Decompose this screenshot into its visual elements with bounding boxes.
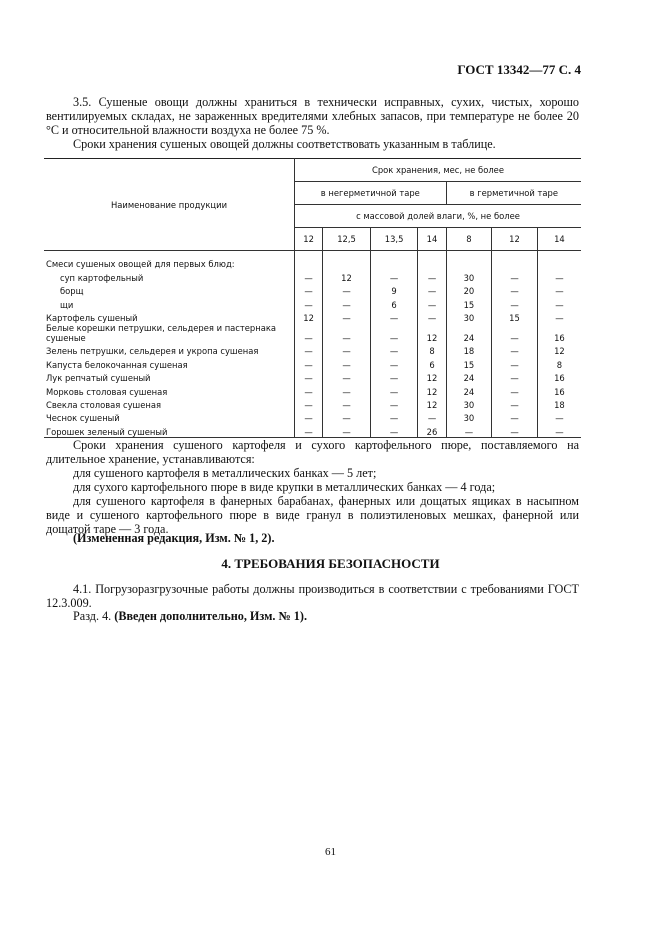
table-cell: — <box>295 397 323 410</box>
table-cell: — <box>370 323 418 343</box>
section-note-prefix: Разд. 4. <box>73 609 112 623</box>
table-cell: — <box>492 397 538 410</box>
table-row <box>44 251 581 270</box>
table-cell: 16 <box>537 370 581 383</box>
table-cell: — <box>323 310 371 323</box>
table-cell: — <box>370 310 418 323</box>
table-cell: — <box>446 423 492 437</box>
table-cell: — <box>370 423 418 437</box>
table-cell: — <box>537 269 581 282</box>
table-cell: — <box>492 423 538 437</box>
moisture-col-header: 8 <box>446 228 492 251</box>
table-cell: 18 <box>537 397 581 410</box>
table-cell: — <box>295 269 323 282</box>
table-cell: 9 <box>370 283 418 296</box>
table-cell <box>295 251 323 270</box>
table-row <box>44 423 581 437</box>
table-cell: 15 <box>446 296 492 309</box>
table-cell: 8 <box>537 356 581 369</box>
table-row <box>44 269 581 282</box>
section-title: 4. ТРЕБОВАНИЯ БЕЗОПАСНОСТИ <box>221 556 440 571</box>
table-row <box>44 397 581 410</box>
table-cell: — <box>418 283 446 296</box>
header-storage-period: Срок хранения, мес, не более <box>295 159 582 182</box>
table-cell: — <box>295 343 323 356</box>
product-name: Картофель сушеный <box>46 312 138 323</box>
list-item: для сушеного картофеля в металлических банках — 5 лет; <box>73 466 377 480</box>
table-cell: — <box>370 269 418 282</box>
table-cell: — <box>537 423 581 437</box>
paragraph-3-5: 3.5. Сушеные овощи должны храниться в технически исправных, сухих, чистых, хорошо вентилируемых складах, не зараженных вредителями хлебных запасов, при температуре не более 20 °С и относительной влажности воздуха не более 75 %. <box>46 95 579 137</box>
table-cell: — <box>323 423 371 437</box>
product-name: Горошек зеленый сушеный <box>44 423 295 437</box>
table-cell: 15 <box>492 310 538 323</box>
table-cell: — <box>295 410 323 423</box>
product-name: суп картофельный <box>60 272 144 283</box>
table-cell: 12 <box>295 310 323 323</box>
table-cell: 12 <box>418 323 446 343</box>
table-cell: 12 <box>323 269 371 282</box>
paragraph-4-1: 4.1. Погрузоразгрузочные работы должны производиться в соответствии с требованиями ГОСТ 12.3.009. <box>46 582 579 610</box>
table-cell: — <box>492 283 538 296</box>
moisture-col-header: 12,5 <box>323 228 371 251</box>
table-cell: — <box>492 383 538 396</box>
table-cell: — <box>370 343 418 356</box>
table-cell: — <box>492 323 538 343</box>
table-row <box>44 323 581 343</box>
paragraph-storage-terms: Сроки хранения сушеных овощей должны соответствовать указанным в таблице. <box>73 137 496 151</box>
table-cell: 30 <box>446 410 492 423</box>
table-cell: — <box>537 283 581 296</box>
table-cell: — <box>295 283 323 296</box>
table-cell: 12 <box>418 383 446 396</box>
table-cell: — <box>323 397 371 410</box>
moisture-col-header: 12 <box>492 228 538 251</box>
product-name: борщ <box>60 286 84 297</box>
table-row <box>44 283 581 296</box>
product-name: щи <box>60 299 74 310</box>
moisture-col-header: 14 <box>537 228 581 251</box>
table-cell: — <box>418 410 446 423</box>
table-cell: 6 <box>418 356 446 369</box>
header-non-hermetic: в негерметичной таре <box>295 182 447 205</box>
table-cell: 24 <box>446 383 492 396</box>
table-row <box>44 310 581 323</box>
amendment-note: (Измененная редакция, Изм. № 1, 2). <box>73 531 275 545</box>
table-cell: — <box>492 356 538 369</box>
table-cell: — <box>323 370 371 383</box>
table-cell: — <box>323 356 371 369</box>
product-name: Смеси сушеных овощей для первых блюд: <box>46 259 235 270</box>
table-cell: 30 <box>446 269 492 282</box>
table-cell: — <box>370 397 418 410</box>
table-cell: 16 <box>537 323 581 343</box>
table-cell: 20 <box>446 283 492 296</box>
table-cell: — <box>370 383 418 396</box>
table-row <box>44 383 581 396</box>
table-cell: — <box>323 323 371 343</box>
table-cell: 15 <box>446 356 492 369</box>
table-cell: — <box>492 296 538 309</box>
section-note-bold: (Введен дополнительно, Изм. № 1). <box>114 609 308 623</box>
header-hermetic: в герметичной таре <box>446 182 581 205</box>
table-cell: — <box>323 343 371 356</box>
table-cell: — <box>418 269 446 282</box>
table-cell: 24 <box>446 323 492 343</box>
storage-table <box>44 158 581 438</box>
product-name: Капуста белокочанная сушеная <box>46 359 188 370</box>
table-cell: — <box>295 383 323 396</box>
table-cell <box>537 251 581 270</box>
header-moisture: с массовой долей влаги, %, не более <box>295 205 582 228</box>
table-cell: 12 <box>418 397 446 410</box>
table-cell: — <box>370 356 418 369</box>
table-cell: — <box>418 296 446 309</box>
moisture-col-header: 12 <box>295 228 323 251</box>
list-item: для сушеного картофеля в фанерных барабанах, фанерных или дощатых ящиках в насыпном виде и сушеного картофельного пюре в виде гранул в полиэтиленовых мешках, фанерной или дощатой таре — 3 года. <box>46 494 579 536</box>
table-row <box>44 356 581 369</box>
table-cell: — <box>537 296 581 309</box>
table-row <box>44 296 581 309</box>
moisture-col-header: 14 <box>418 228 446 251</box>
amendment-note-wrap <box>46 531 579 545</box>
page-header: ГОСТ 13342—77 С. 4 <box>457 62 581 77</box>
table-cell: — <box>492 269 538 282</box>
table-row <box>44 370 581 383</box>
table-cell: — <box>323 283 371 296</box>
moisture-col-header: 13,5 <box>370 228 418 251</box>
table-cell: — <box>370 410 418 423</box>
paragraph-potato-storage: Сроки хранения сушеного картофеля и сухого картофельного пюре, поставляемого на длительное хранение, устанавливаются: <box>46 438 579 466</box>
table-cell: — <box>323 383 371 396</box>
table-cell: — <box>370 370 418 383</box>
table-cell: — <box>323 296 371 309</box>
table-cell: — <box>418 310 446 323</box>
page-number: 61 <box>325 846 336 858</box>
table-cell: 30 <box>446 397 492 410</box>
table-cell: 16 <box>537 383 581 396</box>
table-cell: — <box>295 323 323 343</box>
table-cell: 6 <box>370 296 418 309</box>
table-cell: — <box>492 343 538 356</box>
product-name: Зелень петрушки, сельдерея и укропа сушеная <box>46 346 259 357</box>
table-cell <box>446 251 492 270</box>
table-cell: — <box>295 423 323 437</box>
table-cell: — <box>537 310 581 323</box>
product-name: Морковь столовая сушеная <box>46 386 168 397</box>
table-cell: — <box>295 370 323 383</box>
product-name: Белые корешки петрушки, сельдерея и пастернака сушеные <box>46 322 277 343</box>
product-name: Чеснок сушеный <box>46 413 120 424</box>
table-cell <box>492 251 538 270</box>
table-cell: — <box>492 410 538 423</box>
column-header-name: Наименование продукции <box>44 159 295 251</box>
product-name: Свекла столовая сушеная <box>46 399 162 410</box>
table-cell: — <box>537 410 581 423</box>
table-cell: — <box>492 370 538 383</box>
table-cell: 26 <box>418 423 446 437</box>
table-cell: 24 <box>446 370 492 383</box>
product-name: Лук репчатый сушеный <box>46 373 151 384</box>
table-cell <box>323 251 371 270</box>
table-cell: 8 <box>418 343 446 356</box>
table-row <box>44 410 581 423</box>
table-cell: — <box>295 356 323 369</box>
table-cell: 12 <box>418 370 446 383</box>
table-cell <box>418 251 446 270</box>
table-cell: 12 <box>537 343 581 356</box>
section-note <box>46 609 579 623</box>
table-cell: — <box>295 296 323 309</box>
table-cell <box>370 251 418 270</box>
table-row <box>44 343 581 356</box>
table-cell: 18 <box>446 343 492 356</box>
list-item: для сухого картофельного пюре в виде крупки в металлических банках — 4 года; <box>73 480 496 494</box>
table-cell: — <box>323 410 371 423</box>
table-cell: 30 <box>446 310 492 323</box>
